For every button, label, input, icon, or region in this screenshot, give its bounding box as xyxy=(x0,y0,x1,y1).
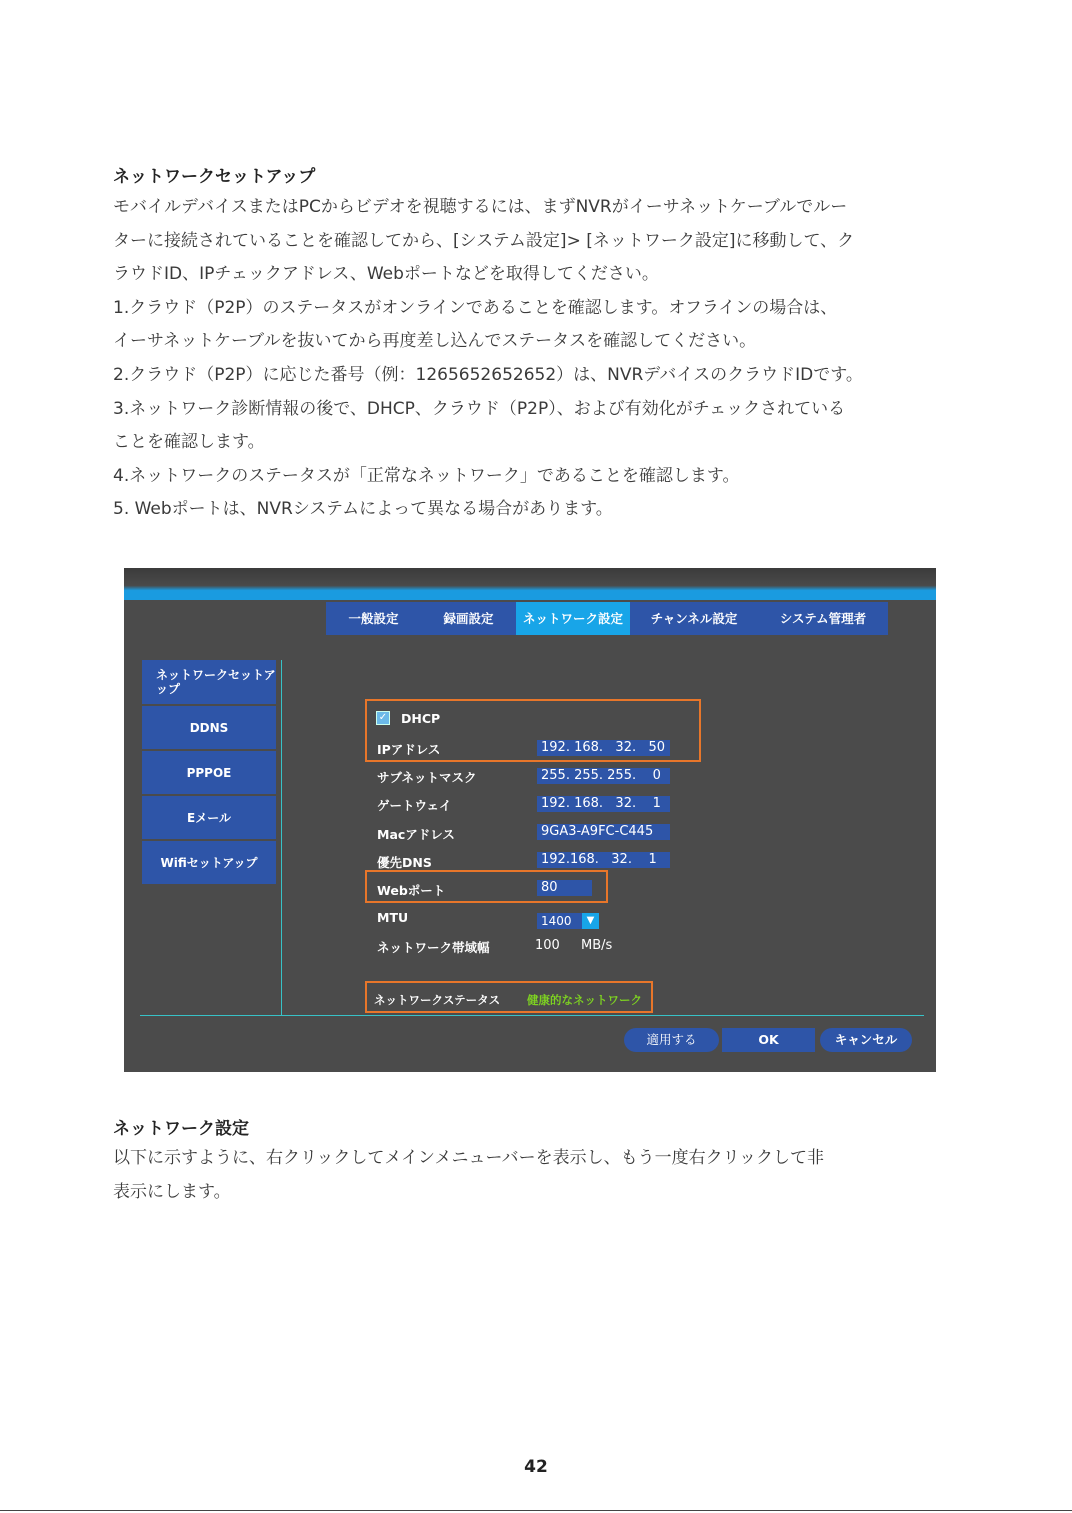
sidebar-item-email[interactable]: Eメール xyxy=(142,796,276,839)
web-port-label: Webポート xyxy=(377,883,446,898)
tab-record[interactable]: 録画設定 xyxy=(443,611,494,626)
body-line: 表示にします。 xyxy=(113,1181,231,1202)
body-line: ラウドID、IPチェックアドレス、Webポートなどを取得してください。 xyxy=(113,264,659,285)
body-line: モバイルデバイスまたはPCからビデオを視聴するには、まずNVRがイーサネットケーブルでルー xyxy=(113,197,848,217)
highlight-box-web-port xyxy=(365,870,608,903)
body-line: ターに接続されていることを確認してから、[システム設定]> [ネットワーク設定]に移動して、ク xyxy=(113,230,855,251)
dhcp-label: DHCP xyxy=(401,711,441,726)
network-status-label: ネットワークステータス xyxy=(374,993,501,1007)
mac-label: Macアドレス xyxy=(377,827,455,842)
section-heading-network-settings: ネットワーク設定 xyxy=(113,1119,249,1139)
section-body xyxy=(113,1142,993,1209)
web-port-field[interactable]: 80 xyxy=(537,880,592,896)
body-line: 4.ネットワークのステータスが「正常なネットワーク」であることを確認します。 xyxy=(113,465,740,486)
title-bar xyxy=(124,568,936,600)
bandwidth-value: 100 xyxy=(535,938,560,953)
body-line: 3.ネットワーク診断情報の後で、DHCP、クラウド（P2P）、および有効化がチェックされている xyxy=(113,398,846,419)
sidebar-item-wifi-setup[interactable]: Wifiセットアップ xyxy=(142,841,276,884)
divider-vertical xyxy=(281,660,282,1015)
highlight-box-dhcp-ip xyxy=(365,699,701,762)
subnet-field[interactable]: 255. 255. 255. 0 xyxy=(537,768,670,784)
tab-channel[interactable]: チャンネル設定 xyxy=(650,611,738,626)
dns-label: 優先DNS xyxy=(377,855,432,870)
bottom-rule xyxy=(0,1510,1072,1511)
sidebar-item-ddns[interactable]: DDNS xyxy=(142,706,276,749)
network-status-value: 健康的なネットワーク xyxy=(527,993,642,1007)
gateway-label: ゲートウェイ xyxy=(377,798,452,813)
ok-button[interactable]: OK xyxy=(722,1028,815,1052)
body-line: イーサネットケーブルを抜いてから再度差し込んでステータスを確認してください。 xyxy=(113,331,757,352)
apply-button[interactable]: 適用する xyxy=(624,1028,719,1052)
cancel-button[interactable]: キャンセル xyxy=(820,1028,912,1052)
mac-field[interactable]: 9GA3-A9FC-C445 xyxy=(537,824,670,840)
gateway-field[interactable]: 192. 168. 32. 1 xyxy=(537,796,670,812)
body-line: 以下に示すように、右クリックしてメインメニューバーを表示し、もう一度右クリックして非 xyxy=(113,1148,824,1168)
nvr-network-settings-screenshot xyxy=(124,568,936,1072)
tab-general[interactable]: 一般設定 xyxy=(348,611,399,626)
subnet-label: サブネットマスク xyxy=(377,770,477,785)
ip-field[interactable]: 192. 168. 32. 50 xyxy=(537,740,670,756)
sidebar-item-network-setup[interactable]: ネットワークセットアップ xyxy=(142,660,276,704)
mtu-label: MTU xyxy=(377,910,409,925)
divider-horizontal xyxy=(140,1015,924,1016)
body-line: 2.クラウド（P2P）に応じた番号（例：1265652652652）は、NVRデバイスのクラウドIDです。 xyxy=(113,364,863,385)
sidebar-item-pppoe[interactable]: PPPOE xyxy=(142,751,276,794)
body-line: 1.クラウド（P2P）のステータスがオンラインであることを確認します。オフラインの場合は、 xyxy=(113,297,838,318)
section-heading-network-setup: ネットワークセットアップ xyxy=(113,167,316,187)
highlight-box-network-status xyxy=(365,981,653,1013)
mtu-select[interactable]: 1400 xyxy=(537,913,582,929)
body-line: 5. Webポートは、NVRシステムによって異なる場合があります。 xyxy=(113,499,613,520)
bandwidth-unit: MB/s xyxy=(581,938,613,953)
section-body xyxy=(113,191,993,527)
chevron-down-icon[interactable]: ▼ xyxy=(582,913,599,929)
ip-label: IPアドレス xyxy=(377,742,441,757)
sidebar xyxy=(142,660,276,886)
bandwidth-label: ネットワーク帯域幅 xyxy=(377,940,490,955)
dns-field[interactable]: 192.168. 32. 1 xyxy=(537,852,670,868)
tab-network[interactable]: ネットワーク設定 xyxy=(516,602,630,635)
body-line: ことを確認します。 xyxy=(113,432,265,453)
dhcp-checkbox[interactable]: ✓ xyxy=(376,711,390,725)
settings-tab-bar xyxy=(326,602,888,635)
tab-system-admin[interactable]: システム管理者 xyxy=(779,611,867,626)
page-number: 42 xyxy=(524,1457,548,1477)
